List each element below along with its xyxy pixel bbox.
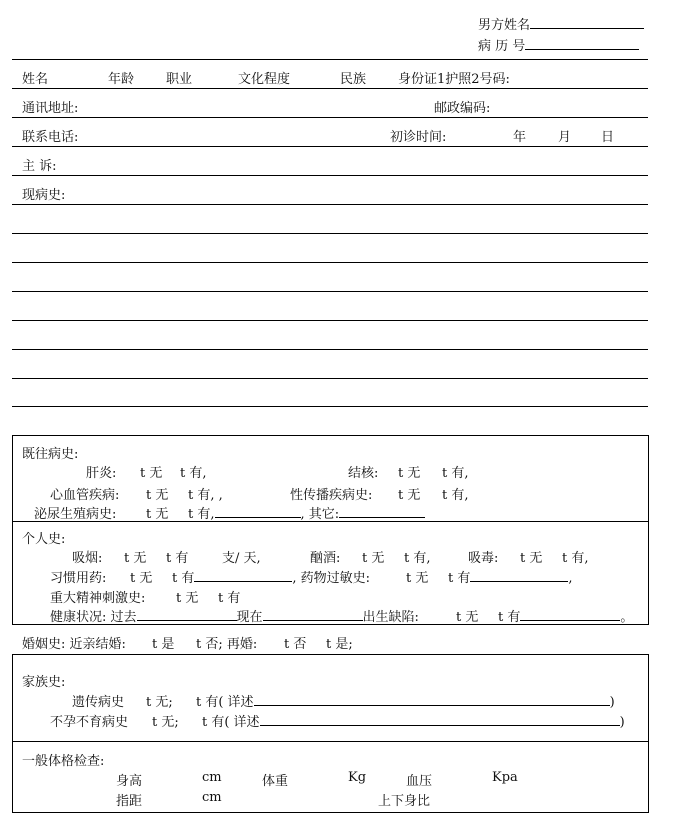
marriage-label: 婚姻史: 近亲结婚: — [22, 637, 126, 652]
day-label: 日 — [601, 130, 615, 145]
history-line[interactable] — [12, 320, 648, 321]
family-exam-box — [12, 654, 649, 813]
health-row: 健康状况: 过去 现在 出生缺陷: — [50, 610, 419, 625]
exam-title: 一般体格检查: — [22, 754, 105, 769]
weight-unit: Kg — [348, 770, 367, 785]
uro-yes[interactable]: t 有, , 其它: — [188, 503, 425, 522]
address-label: 通讯地址: — [22, 101, 79, 116]
history-line[interactable] — [12, 233, 648, 234]
std-none[interactable]: t 无 — [398, 488, 421, 503]
bp-unit: Kpa — [492, 770, 518, 785]
uro-detail-field[interactable] — [215, 505, 301, 518]
health-now-field[interactable] — [263, 608, 363, 621]
std-yes[interactable]: t 有, — [442, 488, 469, 503]
infertility-none[interactable]: t 无; — [152, 715, 179, 730]
std-label: 性传播疾病史: — [290, 488, 373, 503]
drug-none[interactable]: t 无 — [520, 551, 543, 566]
remarry-no[interactable]: t 否 — [284, 637, 307, 652]
month-label: 月 — [558, 130, 572, 145]
divider — [12, 117, 648, 118]
allergy-detail-field[interactable] — [470, 569, 568, 582]
tb-label: 结核: — [348, 466, 379, 481]
cardio-label: 心血管疾病: — [50, 488, 120, 503]
stress-none[interactable]: t 无 — [176, 591, 199, 606]
history-line[interactable] — [12, 378, 648, 379]
stress-label: 重大精神刺激史: — [50, 591, 146, 606]
height-label: 身高 — [116, 774, 143, 789]
name-label: 姓名 — [22, 72, 49, 87]
education-label: 文化程度 — [238, 72, 291, 87]
drug-label: 吸毒: — [468, 551, 499, 566]
record-no-label: 病 历 号 — [478, 35, 639, 54]
male-name-field[interactable] — [530, 16, 644, 29]
postcode-label: 邮政编码: — [434, 101, 491, 116]
genetic-none[interactable]: t 无; — [146, 695, 173, 710]
divider — [12, 741, 649, 742]
divider — [12, 146, 648, 147]
habit-none[interactable]: t 无 — [130, 571, 153, 586]
remarry-yes[interactable]: t 是; — [326, 637, 353, 652]
height-unit: cm — [202, 770, 222, 785]
drug-yes[interactable]: t 有, — [562, 551, 589, 566]
span-unit: cm — [202, 790, 222, 805]
habit-yes[interactable]: t 有 , 药物过敏史: — [172, 571, 371, 586]
age-label: 年龄 — [108, 72, 135, 87]
other-field[interactable] — [339, 505, 425, 518]
year-label: 年 — [513, 130, 527, 145]
infertility-detail-field[interactable] — [260, 713, 620, 726]
smoke-label: 吸烟: — [72, 551, 103, 566]
tb-yes[interactable]: t 有, — [442, 466, 469, 481]
tb-none[interactable]: t 无 — [398, 466, 421, 481]
health-past-field[interactable] — [137, 608, 237, 621]
history-line[interactable] — [12, 204, 648, 205]
ratio-label: 上下身比 — [378, 794, 431, 809]
per-day-label: 支/ 天, — [222, 551, 261, 566]
genetic-label: 遗传病史 — [72, 695, 125, 710]
alcohol-none[interactable]: t 无 — [362, 551, 385, 566]
history-line[interactable] — [12, 291, 648, 292]
personal-title: 个人史: — [22, 532, 66, 547]
job-label: 职业 — [166, 72, 193, 87]
bp-label: 血压 — [406, 774, 433, 789]
stress-yes[interactable]: t 有 — [218, 591, 241, 606]
history-line[interactable] — [12, 262, 648, 263]
habit-detail-field[interactable] — [194, 569, 292, 582]
birth-defect-field[interactable] — [520, 608, 620, 621]
habit-med-label: 习惯用药: — [50, 571, 107, 586]
alcohol-yes[interactable]: t 有, — [404, 551, 431, 566]
cardio-yes[interactable]: t 有, , — [188, 488, 223, 503]
smoke-yes[interactable]: t 有 — [166, 551, 189, 566]
family-title: 家族史: — [22, 675, 66, 690]
hepatitis-none[interactable]: t 无 — [140, 466, 163, 481]
hepatitis-yes[interactable]: t 有, — [180, 466, 207, 481]
phone-label: 联系电话: — [22, 130, 79, 145]
divider — [12, 59, 648, 60]
genetic-detail-field[interactable] — [254, 693, 610, 706]
first-visit-label: 初诊时间: — [390, 130, 447, 145]
divider — [12, 88, 648, 89]
alcohol-label: 酗酒: — [310, 551, 341, 566]
birth-defect-none[interactable]: t 无 — [456, 610, 479, 625]
uro-none[interactable]: t 无 — [146, 507, 169, 522]
consanguinity-yes[interactable]: t 是 — [152, 637, 175, 652]
male-name-label: 男方姓名 — [478, 14, 644, 33]
allergy-none[interactable]: t 无 — [406, 571, 429, 586]
hepatitis-label: 肝炎: — [86, 466, 117, 481]
divider — [12, 175, 648, 176]
history-line[interactable] — [12, 406, 648, 407]
birth-defect-yes[interactable]: t 有 。 — [498, 610, 634, 625]
allergy-yes[interactable]: t 有 , — [448, 571, 573, 586]
consanguinity-no[interactable]: t 否; 再婚: — [196, 637, 258, 652]
uro-label: 泌尿生殖病史: — [34, 507, 117, 522]
infertility-yes[interactable]: t 有( 详述 ) — [202, 715, 625, 730]
present-history-label: 现病史: — [22, 188, 66, 203]
span-label: 指距 — [116, 794, 143, 809]
cardio-none[interactable]: t 无 — [146, 488, 169, 503]
id-label: 身份证1护照2号码: — [398, 72, 510, 87]
smoke-none[interactable]: t 无 — [124, 551, 147, 566]
weight-label: 体重 — [262, 774, 289, 789]
past-title: 既往病史: — [22, 447, 79, 462]
record-no-field[interactable] — [525, 37, 639, 50]
history-line[interactable] — [12, 349, 648, 350]
complaint-label: 主 诉: — [22, 159, 57, 174]
genetic-yes[interactable]: t 有( 详述 ) — [196, 695, 615, 710]
ethnicity-label: 民族 — [340, 72, 367, 87]
infertility-label: 不孕不育病史 — [50, 715, 129, 730]
